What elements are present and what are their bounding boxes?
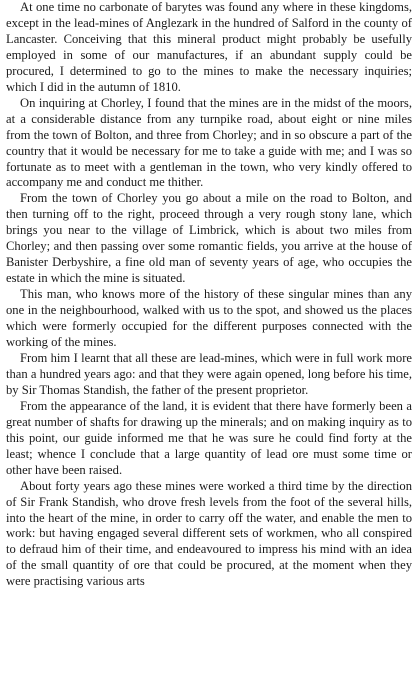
paragraph-lead-mines: From him I learnt that all these are lead-mines, which were in full work more than a hundred years ago: and that they were again opened, long before his time, by Sir Thomas Standish, the father of the present proprietor. xyxy=(6,350,412,397)
paragraph-route-description: From the town of Chorley you go about a mile on the road to Bolton, and then turning off to the right, proceed through a very rough stony lane, which brings you near to the village of Limbrick, which is about two miles from Chorley; and then passing over some romantic fields, you arrive at the house of Banister Derbyshire, a fine old man of seventy years of age, who occupies the estate in which the mine is situated. xyxy=(6,191,412,286)
paragraph-old-man: This man, who knows more of the history of these singular mines than any one in the neighbourhood, walked with us to the spot, and showed us the places which were formerly occupied for the different purposes connected with the working of the mines. xyxy=(6,287,412,350)
paragraph-shafts: From the appearance of the land, it is evident that there have formerly been a great number of shafts for drawing up the minerals; and on making inquiry as to this point, our guide informed me that he was sure he could find forty at the least; whence I conclude that a large quantity of lead ore must some time or other have been raised. xyxy=(6,398,412,477)
book-page xyxy=(6,0,412,677)
paragraph-third-working: About forty years ago these mines were worked a third time by the direction of Sir Frank Standish, who drove fresh levels from the foot of the several hills, into the heart of the mine, in order to carry off the water, and enable the men to work: but having engaged several different sets of workmen, who all conspired to defraud him of their time, and endeavoured to impress his mind with an idea of the small quantity of ore that could be procured, at the moment when they were practising various arts xyxy=(6,478,412,589)
paragraph-chorley-inquiry: On inquiring at Chorley, I found that the mines are in the midst of the moors, at a considerable distance from any turnpike road, about eight or nine miles from the town of Bolton, and three from Chorley; and in so obscure a part of the country that it would be necessary for me to take a guide with me; and I was so fortunate as to meet with a gentleman in the town, who very kindly offered to accompany me and conduct me thither. xyxy=(6,95,412,190)
paragraph-barytes-origin: At one time no carbonate of barytes was found any where in these kingdoms, except in the lead-mines of Anglezark in the hundred of Salford in the county of Lancaster. Conceiving that this mineral product might probably be usefully employed in some of our manufactures, if an abundant supply could be procured, I determined to go to the mines to make the necessary inquiries; which I did in the autumn of 1810. xyxy=(6,0,412,94)
